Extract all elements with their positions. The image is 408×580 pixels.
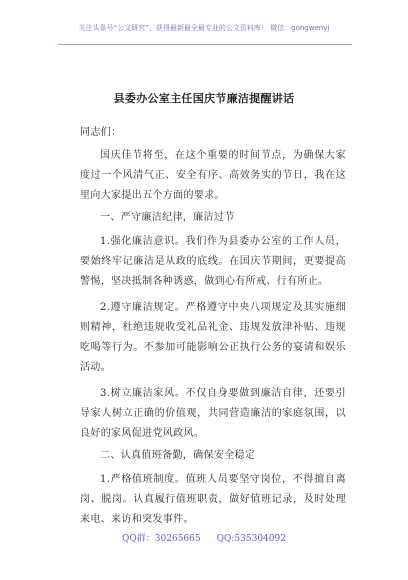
section-heading: 一、严守廉洁纪律，廉洁过节 <box>100 212 235 223</box>
body-paragraph: 国庆佳节将至，在这个重要的时间节点，为确保大家度过一个风清气正、安全有序、高效务实的节日，我在这里向大家提出五个方面的要求。 <box>80 150 346 201</box>
body-paragraph: 1.严格值班制度。值班人员要坚守岗位，不得擅自离岗、脱岗。认真履行值班职责，做好值班记录，及时处理来电、来访和突发事件。 <box>80 474 346 525</box>
body-paragraph: 3.树立廉洁家风。不仅自身要做到廉洁自律，还要引导家人树立正确的价值观，共同营造廉洁的家庭氛围，以良好的家风促进党风政风。 <box>80 388 346 439</box>
footer-contact <box>0 534 408 545</box>
paragraph-list <box>80 146 346 530</box>
body-paragraph: 1.强化廉洁意识。我们作为县委办公室的工作人员，要始终牢记廉洁是从政的底线。在国庆节期间，更要提高警惕，坚决抵制各种诱惑，做到心有所戒、行有所止。 <box>80 236 346 287</box>
footer-qq-group: QQ群：30265665 <box>122 534 201 544</box>
document-title: 县委办公室主任国庆节廉洁提醒讲话 <box>113 92 295 105</box>
header-promo-note: 关注头条号“公文研究”，获得最新最全最专业的公文资料库！ 微信：gongwenyj <box>78 24 330 32</box>
header-divider <box>58 44 352 45</box>
body-paragraph: 2.遵守廉洁规定。严格遵守中央八项规定及其实施细则精神，杜绝违规收受礼品礼金、违规发放津补贴、违规吃喝等行为。不参加可能影响公正执行公务的宴请和娱乐活动。 <box>80 302 346 373</box>
section-heading: 二、认真值班备勤，确保安全稳定 <box>100 450 256 461</box>
document-body <box>80 118 346 530</box>
footer-qq: QQ:535304092 <box>216 534 286 544</box>
salutation: 同志们： <box>80 127 122 138</box>
